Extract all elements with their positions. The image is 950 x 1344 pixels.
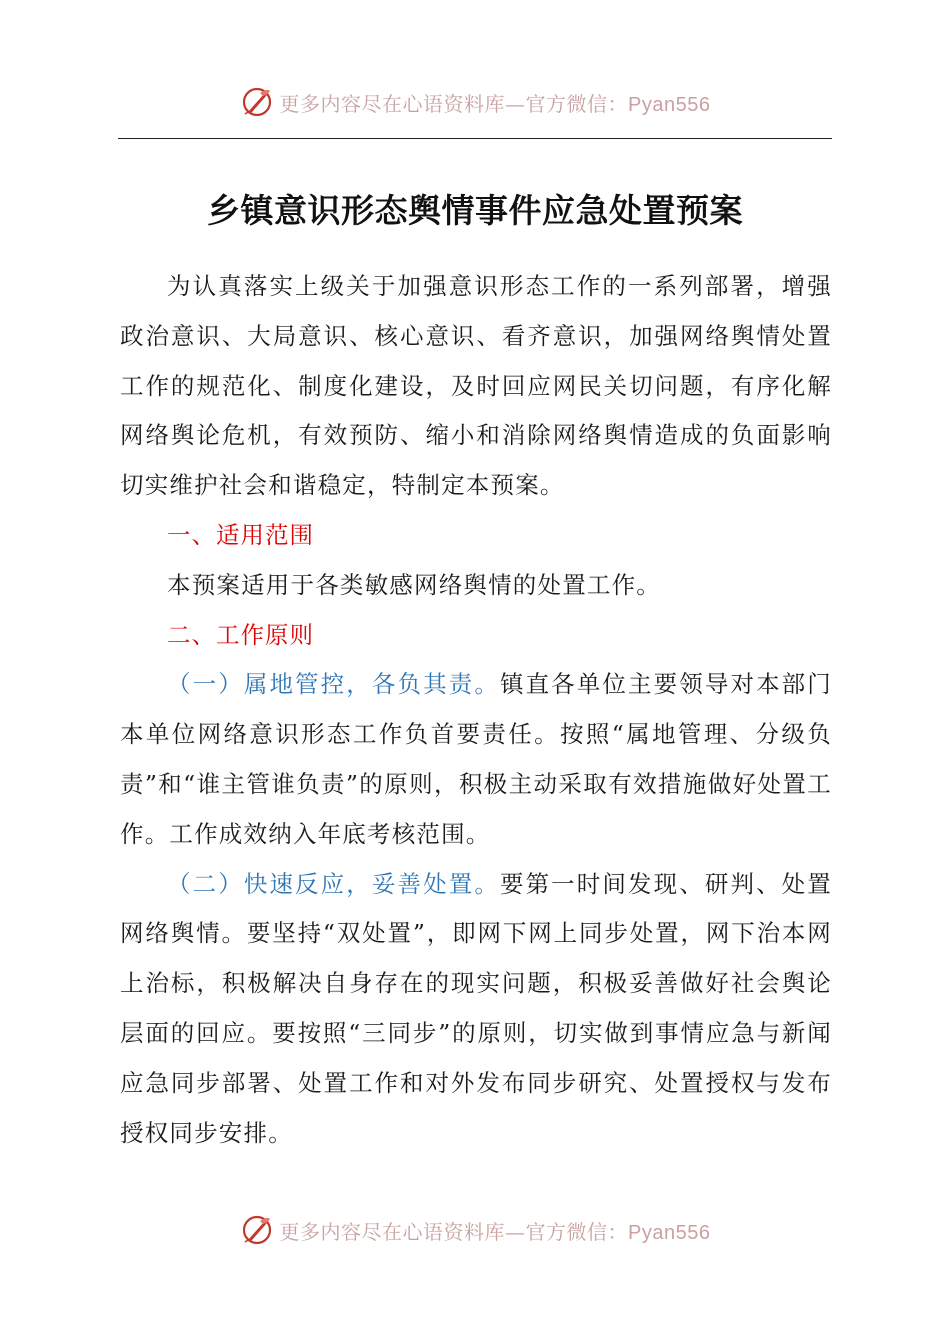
quill-pen-logo-icon xyxy=(240,85,274,119)
footer-banner xyxy=(0,1208,950,1252)
intro-paragraph: 为认真落实上级关于加强意识形态工作的一系列部署，增强政治意识、大局意识、核心意识、看齐意识，加强网络舆情处置工作的规范化、制度化建设，及时回应网民关切问题，有序化解网络舆论危机，有效预防、缩小和消除网络舆情造成的负面影响切实维护社会和谐稳定，特制定本预案。 xyxy=(120,272,832,500)
banner-wechat-id: Pyan556 xyxy=(628,93,711,116)
document-body xyxy=(120,262,832,1158)
principle-item-1-label: （一）属地管控，各负其责。 xyxy=(167,670,500,699)
document-title: 乡镇意识形态舆情事件应急处置预案 xyxy=(207,191,743,230)
principle-item-1 xyxy=(120,660,832,859)
header-banner xyxy=(0,80,950,124)
banner-wechat-id: Pyan556 xyxy=(628,1221,711,1244)
principle-item-1-text: 镇直各单位主要领导对本部门本单位网络意识形态工作负首要责任。按照“属地管理、分级负责”和“谁主管谁负责”的原则，积极主动采取有效措施做好处置工作。工作成效纳入年底考核范围。 xyxy=(120,670,832,848)
banner-slogan: 更多内容尽在心语资料库—官方微信： xyxy=(279,1219,629,1244)
header-divider xyxy=(118,138,832,139)
principle-item-2-text: 要第一时间发现、研判、处置网络舆情。要坚持“双处置”，即网下网上同步处置，网下治本网上治标，积极解决自身存在的现实问题，积极妥善做好社会舆论层面的回应。要按照“三同步”的原则，切实做到事情应急与新闻应急同步部署、处置工作和对外发布同步研究、处置授权与发布授权同步安排。 xyxy=(120,869,832,1147)
banner-text xyxy=(280,88,711,117)
quill-pen-logo-icon xyxy=(240,1213,274,1247)
banner-slogan: 更多内容尽在心语资料库—官方微信： xyxy=(279,91,629,116)
principle-item-2-label: （二）快速反应，妥善处置。 xyxy=(167,869,500,898)
section-heading-principles: 二、工作原则 xyxy=(167,620,314,649)
scope-paragraph: 本预案适用于各类敏感网络舆情的处置工作。 xyxy=(167,570,661,599)
section-heading-scope: 一、适用范围 xyxy=(167,520,314,549)
principle-item-2 xyxy=(120,860,832,1159)
banner-text xyxy=(280,1216,711,1245)
